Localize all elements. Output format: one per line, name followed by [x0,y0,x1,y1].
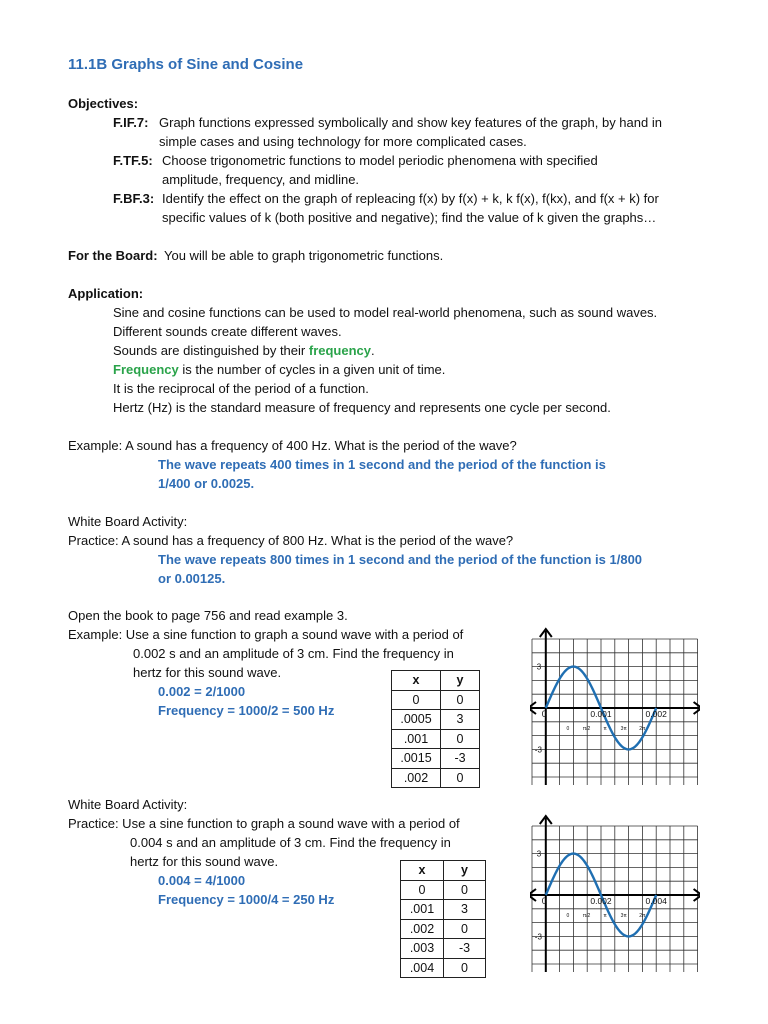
origin-label: 0 [541,896,547,906]
practice-question: 0.004 s and an amplitude of 3 cm. Find the frequency in [130,835,451,850]
y-max-label: 3 [536,849,542,859]
example-question: hertz for this sound wave. [133,665,282,680]
origin-label: 0 [541,709,547,719]
tick-label: π [603,913,607,919]
frequency-term: frequency [308,343,371,358]
table-row [392,690,480,710]
table-header: y [444,861,486,881]
table-cell: 0 [441,690,480,710]
table-row [401,880,486,900]
table-row [392,710,480,730]
practice-answer: Frequency = 1000/4 = 250 Hz [158,892,335,907]
y-max-label: 3 [536,662,542,672]
table-row [401,958,486,978]
frequency-term: Frequency [113,362,179,377]
tick-label: 3π [620,726,627,732]
objective-text: Choose trigonometric functions to model periodic phenomena with specified [162,153,598,168]
table-header: x [392,671,441,691]
table-cell: 3 [441,710,480,730]
table-cell: 0 [441,729,480,749]
objectives-heading: Objectives: [68,96,139,111]
objective-code: F.BF.3: [113,191,155,206]
tick-label: 3π [620,913,627,919]
application-line: Sine and cosine functions can be used to model real-world phenomena, such as sound waves. [113,305,658,320]
objective-text: Graph functions expressed symbolically and show key features of the graph, by hand in [159,115,662,130]
practice-question: Practice: Use a sine function to graph a sound wave with a period of [68,816,460,831]
example-answer: Frequency = 1000/2 = 500 Hz [158,703,335,718]
xy-table [400,860,486,978]
example-question: Example: A sound has a frequency of 400 Hz. What is the period of the wave? [68,438,517,453]
table-cell: .002 [401,919,444,939]
objective-text: simple cases and using technology for more complicated cases. [159,134,527,149]
sine-graph [530,812,700,972]
activity-heading: White Board Activity: [68,797,188,812]
practice-answer: or 0.00125. [158,571,226,586]
half-period-label: 0.002 [590,896,612,906]
example-answer: 1/400 or 0.0025. [158,476,255,491]
table-cell: .004 [401,958,444,978]
tick-label: π [603,726,607,732]
table-header: y [441,671,480,691]
table-cell: .002 [392,768,441,788]
tick-label: 2π [639,913,646,919]
xy-table [391,670,480,788]
book-reference: Open the book to page 756 and read example 3. [68,608,348,623]
full-period-label: 0.004 [645,896,667,906]
example-question: 0.002 s and an amplitude of 3 cm. Find the frequency in [133,646,454,661]
practice-answer: The wave repeats 800 times in 1 second and the period of the function is 1/800 [158,552,643,567]
table-row [401,939,486,959]
y-min-label: -3 [534,932,542,942]
objective-text: specific values of k (both positive and negative); find the value of k given the graphs… [162,210,657,225]
application-text: is the number of cycles in a given unit of time. [182,362,446,377]
table-cell: .001 [392,729,441,749]
for-board-label: For the Board: [68,248,158,263]
sine-graph [530,625,700,785]
period-mark: . [371,343,375,358]
page-title: 11.1B Graphs of Sine and Cosine [68,56,304,73]
table-cell: 3 [444,900,486,920]
application-line: Hertz (Hz) is the standard measure of frequency and represents one cycle per second. [113,400,611,415]
table-row [392,749,480,769]
table-cell: 0 [444,919,486,939]
example-answer: The wave repeats 400 times in 1 second and the period of the function is [158,457,606,472]
practice-answer: 0.004 = 4/1000 [158,873,246,888]
table-cell: .0005 [392,710,441,730]
application-line: It is the reciprocal of the period of a function. [113,381,369,396]
table-row [401,900,486,920]
application-line [113,360,445,379]
tick-label: 2π [639,726,646,732]
application-text: Sounds are distinguished by their [113,343,306,358]
table-row [392,729,480,749]
table-cell: 0 [392,690,441,710]
application-heading: Application: [68,286,144,301]
objective-code: F.IF.7: [113,115,149,130]
table-cell: 0 [441,768,480,788]
objective-text: amplitude, frequency, and midline. [162,172,360,187]
table-cell: -3 [444,939,486,959]
example-answer: 0.002 = 2/1000 [158,684,246,699]
table-cell: .003 [401,939,444,959]
table-cell: -3 [441,749,480,769]
tick-label: π/2 [582,913,591,919]
half-period-label: 0.001 [590,709,612,719]
table-cell: 0 [444,958,486,978]
activity-heading: White Board Activity: [68,514,188,529]
table-row [392,768,480,788]
table-cell: .0015 [392,749,441,769]
table-cell: .001 [401,900,444,920]
practice-question: hertz for this sound wave. [130,854,279,869]
practice-question: Practice: A sound has a frequency of 800 Hz. What is the period of the wave? [68,533,514,548]
full-period-label: 0.002 [645,709,667,719]
tick-label: 0 [566,913,570,919]
application-line: Different sounds create different waves. [113,324,342,339]
tick-label: π/2 [582,726,591,732]
application-line [113,341,375,360]
table-header: x [401,861,444,881]
objective-code: F.TF.5: [113,153,153,168]
y-min-label: -3 [534,745,542,755]
for-board-text: You will be able to graph trigonometric functions. [164,248,444,263]
tick-label: 0 [566,726,570,732]
example-question: Example: Use a sine function to graph a sound wave with a period of [68,627,464,642]
table-cell: 0 [444,880,486,900]
table-cell: 0 [401,880,444,900]
table-row [401,919,486,939]
objective-text: Identify the effect on the graph of repleacing f(x) by f(x) + k, k f(x), f(kx), and f(x + k) for [162,191,659,206]
